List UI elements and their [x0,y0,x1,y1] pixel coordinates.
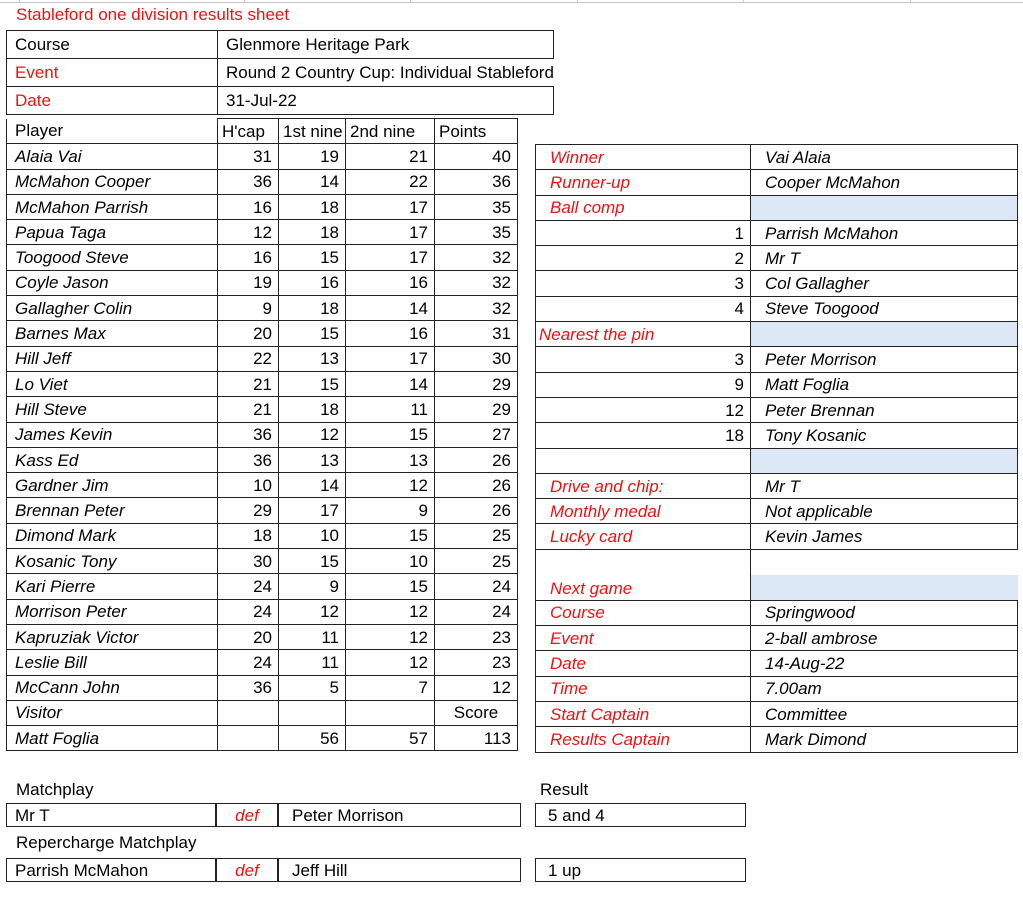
second-nine-cell[interactable]: 12 [346,599,435,624]
hcap-cell[interactable]: 20 [218,321,279,346]
info-label[interactable]: Date [7,87,218,115]
visitor-header-row [7,700,518,725]
repercharge-winner[interactable]: Parrish McMahon [6,858,217,882]
next-label[interactable]: Results Captain [536,727,751,752]
ntp-rows [536,347,1018,448]
points-cell[interactable]: 26 [435,473,518,498]
score-row [7,498,518,523]
hcap-cell[interactable]: 36 [218,422,279,447]
award-value[interactable]: Vai Alaia [751,145,1018,170]
second-nine-cell[interactable]: 17 [346,245,435,270]
visitor-blank[interactable] [346,700,435,725]
header-second-nine: 2nd nine [346,119,435,144]
award-spacer [536,448,1018,473]
info-value[interactable]: Glenmore Heritage Park [218,31,554,59]
sheet-title: Stableford one division results sheet [16,5,290,24]
second-nine-cell[interactable]: 16 [346,270,435,295]
points-cell[interactable]: 36 [435,169,518,194]
player-name-cell[interactable]: Morrison Peter [7,599,218,624]
score-row [7,549,518,574]
next-time [536,676,1018,701]
player-name-cell[interactable]: Alaia Vai [7,144,218,169]
repercharge-result[interactable]: 1 up [535,858,746,882]
repercharge-def: def [215,858,279,882]
hcap-cell[interactable]: 20 [218,624,279,649]
ntp-row [536,423,1018,448]
ball-comp-rows [536,220,1018,321]
place-cell[interactable]: 18 [536,423,751,448]
second-nine-cell[interactable]: 21 [346,144,435,169]
score-row [7,447,518,472]
first-nine-cell[interactable]: 18 [279,397,346,422]
hcap-cell[interactable]: 16 [218,245,279,270]
next-label[interactable]: Start Captain [536,701,751,726]
score-row [7,346,518,371]
info-label[interactable]: Event [7,59,218,87]
second-nine-cell[interactable]: 15 [346,422,435,447]
player-name-cell[interactable]: Kapruziak Victor [7,624,218,649]
matchplay-winner[interactable]: Mr T [6,803,217,827]
points-cell[interactable]: 32 [435,270,518,295]
score-row [7,473,518,498]
score-row [7,321,518,346]
award-label[interactable]: Ball comp [536,195,751,220]
first-nine-cell[interactable]: 16 [279,270,346,295]
award-ball-comp [536,195,1018,220]
first-nine-cell[interactable]: 18 [279,194,346,219]
award-label[interactable]: Monthly medal [536,499,751,524]
first-nine-cell[interactable]: 15 [279,245,346,270]
points-cell[interactable]: 27 [435,422,518,447]
next-label[interactable]: Course [536,600,751,625]
score-rows [7,144,518,701]
player-name-cell[interactable]: Barnes Max [7,321,218,346]
hcap-cell[interactable]: 9 [218,296,279,321]
info-row-course [7,31,554,59]
hcap-cell[interactable]: 36 [218,447,279,472]
second-nine-cell[interactable]: 17 [346,346,435,371]
name-cell[interactable]: Col Gallagher [751,271,1018,296]
next-start-captain [536,701,1018,726]
next-game-label: Next game [536,549,751,600]
award-value[interactable]: Kevin James [751,524,1018,549]
gridline [743,0,744,2]
award-label[interactable]: Lucky card [536,524,751,549]
name-cell[interactable]: Steve Toogood [751,296,1018,321]
first-nine-cell[interactable]: 18 [279,296,346,321]
next-value[interactable]: 14-Aug-22 [751,651,1018,676]
points-cell[interactable]: 29 [435,397,518,422]
award-value[interactable]: Mr T [751,473,1018,498]
visitor-second-nine[interactable]: 57 [346,726,435,751]
name-cell[interactable]: Peter Morrison [751,347,1018,372]
hcap-cell[interactable]: 29 [218,498,279,523]
hcap-cell[interactable]: 16 [218,194,279,219]
place-cell[interactable]: 3 [536,271,751,296]
player-name-cell[interactable]: Kosanic Tony [7,549,218,574]
header-first-nine: 1st nine [279,119,346,144]
points-cell[interactable]: 35 [435,220,518,245]
points-cell[interactable]: 32 [435,296,518,321]
result-label: Result [540,780,589,799]
first-nine-cell[interactable]: 18 [279,220,346,245]
info-label[interactable]: Course [7,31,218,59]
visitor-row [7,726,518,751]
second-nine-cell[interactable]: 22 [346,169,435,194]
points-cell[interactable]: 32 [435,245,518,270]
first-nine-cell[interactable]: 12 [279,599,346,624]
first-nine-cell[interactable]: 10 [279,523,346,548]
award-winner [536,145,1018,170]
visitor-score-label: Score [435,700,518,725]
header-hcap: H'cap [218,119,279,144]
score-row [7,523,518,548]
player-name-cell[interactable]: Lo Viet [7,371,218,396]
score-row [7,144,518,169]
player-name-cell[interactable]: Hill Jeff [7,346,218,371]
player-name-cell[interactable]: McCann John [7,675,218,700]
first-nine-cell[interactable]: 15 [279,321,346,346]
next-value[interactable]: 7.00am [751,676,1018,701]
award-label[interactable]: Drive and chip: [536,473,751,498]
place-cell[interactable]: 9 [536,372,751,397]
score-row [7,422,518,447]
place-cell[interactable]: 1 [536,220,751,245]
matchplay-result[interactable]: 5 and 4 [535,803,746,827]
visitor-hcap[interactable] [218,726,279,751]
score-row [7,169,518,194]
player-name-cell[interactable]: McMahon Cooper [7,169,218,194]
name-cell[interactable]: Peter Brennan [751,397,1018,422]
hcap-cell[interactable]: 21 [218,371,279,396]
next-label[interactable]: Time [536,676,751,701]
name-cell[interactable]: Parrish McMahon [751,220,1018,245]
player-name-cell[interactable]: Leslie Bill [7,650,218,675]
ntp-row [536,397,1018,422]
ball-row [536,246,1018,271]
ball-row [536,220,1018,245]
award-runner-up [536,170,1018,195]
next-results-captain [536,727,1018,752]
visitor-label: Visitor [7,700,218,725]
hcap-cell[interactable]: 10 [218,473,279,498]
first-nine-cell[interactable]: 13 [279,447,346,472]
gridline [910,0,911,2]
player-name-cell[interactable]: Dimond Mark [7,523,218,548]
ntp-row [536,347,1018,372]
award-value-blank[interactable] [751,448,1018,473]
score-row [7,296,518,321]
next-event [536,626,1018,651]
ball-row [536,296,1018,321]
place-cell[interactable]: 12 [536,397,751,422]
name-cell[interactable]: Mr T [751,246,1018,271]
score-row [7,245,518,270]
ball-row [536,271,1018,296]
player-name-cell[interactable]: Kari Pierre [7,574,218,599]
matchplay-label: Matchplay [16,780,94,799]
first-nine-cell[interactable]: 11 [279,650,346,675]
first-nine-cell[interactable]: 14 [279,169,346,194]
points-cell[interactable]: 26 [435,447,518,472]
first-nine-cell[interactable]: 9 [279,574,346,599]
visitor-name[interactable]: Matt Foglia [7,726,218,751]
score-row [7,397,518,422]
sheet-top-gridline [0,0,1023,3]
score-row [7,650,518,675]
hcap-cell[interactable]: 31 [218,144,279,169]
points-cell[interactable]: 35 [435,194,518,219]
player-name-cell[interactable]: Kass Ed [7,447,218,472]
info-value[interactable]: Round 2 Country Cup: Individual Stableford [218,59,554,87]
score-row [7,624,518,649]
points-cell[interactable]: 23 [435,624,518,649]
scores-table [6,118,518,751]
points-cell[interactable]: 30 [435,346,518,371]
visitor-points[interactable]: 113 [435,726,518,751]
hcap-cell[interactable]: 12 [218,220,279,245]
hcap-cell[interactable]: 24 [218,574,279,599]
second-nine-cell[interactable]: 14 [346,371,435,396]
next-game-value-blank[interactable] [751,549,1018,600]
points-cell[interactable]: 40 [435,144,518,169]
first-nine-cell[interactable]: 15 [279,371,346,396]
event-info-table [6,30,554,115]
score-row [7,270,518,295]
points-cell[interactable]: 23 [435,650,518,675]
header-points: Points [435,119,518,144]
player-name-cell[interactable]: James Kevin [7,422,218,447]
award-label[interactable]: Runner-up [536,170,751,195]
points-cell[interactable]: 24 [435,574,518,599]
score-row [7,675,518,700]
next-label[interactable]: Event [536,626,751,651]
hcap-cell[interactable]: 36 [218,169,279,194]
hcap-cell[interactable]: 19 [218,270,279,295]
points-cell[interactable]: 25 [435,549,518,574]
second-nine-cell[interactable]: 15 [346,523,435,548]
second-nine-cell[interactable]: 7 [346,675,435,700]
first-nine-cell[interactable]: 5 [279,675,346,700]
hcap-cell[interactable]: 21 [218,397,279,422]
matchplay-def: def [215,803,279,827]
next-value[interactable]: Springwood [751,600,1018,625]
first-nine-cell[interactable]: 13 [279,346,346,371]
player-name-cell[interactable]: Coyle Jason [7,270,218,295]
award-value[interactable]: Cooper McMahon [751,170,1018,195]
next-value[interactable]: Committee [751,701,1018,726]
gridline [410,0,411,2]
score-row [7,574,518,599]
player-name-cell[interactable]: Papua Taga [7,220,218,245]
next-label[interactable]: Date [536,651,751,676]
second-nine-cell[interactable]: 16 [346,321,435,346]
second-nine-cell[interactable]: 17 [346,194,435,219]
award-blank[interactable] [536,448,751,473]
next-game-header [536,549,1018,600]
first-nine-cell[interactable]: 15 [279,549,346,574]
points-cell[interactable]: 25 [435,523,518,548]
second-nine-cell[interactable]: 13 [346,447,435,472]
score-row [7,194,518,219]
hcap-cell[interactable]: 30 [218,549,279,574]
repercharge-label: Repercharge Matchplay [16,833,197,852]
player-name-cell[interactable]: Gardner Jim [7,473,218,498]
name-cell[interactable]: Matt Foglia [751,372,1018,397]
next-value[interactable]: Mark Dimond [751,727,1018,752]
place-cell[interactable]: 3 [536,347,751,372]
player-name-cell[interactable]: Toogood Steve [7,245,218,270]
player-name-cell[interactable]: Gallagher Colin [7,296,218,321]
info-row-date [7,87,554,115]
next-course [536,600,1018,625]
scores-header-row [7,119,518,144]
second-nine-cell[interactable]: 10 [346,549,435,574]
points-cell[interactable]: 31 [435,321,518,346]
second-nine-cell[interactable]: 14 [346,296,435,321]
next-date [536,651,1018,676]
player-name-cell[interactable]: Hill Steve [7,397,218,422]
next-value[interactable]: 2-ball ambrose [751,626,1018,651]
score-row [7,599,518,624]
hcap-cell[interactable]: 22 [218,346,279,371]
points-cell[interactable]: 26 [435,498,518,523]
first-nine-cell[interactable]: 17 [279,498,346,523]
hcap-cell[interactable]: 36 [218,675,279,700]
second-nine-cell[interactable]: 12 [346,624,435,649]
visitor-blank[interactable] [279,700,346,725]
gridline [19,0,20,2]
award-label[interactable]: Winner [536,145,751,170]
player-name-cell[interactable]: McMahon Parrish [7,194,218,219]
name-cell[interactable]: Tony Kosanic [751,423,1018,448]
hcap-cell[interactable]: 18 [218,523,279,548]
second-nine-cell[interactable]: 11 [346,397,435,422]
place-cell[interactable]: 4 [536,296,751,321]
points-cell[interactable]: 12 [435,675,518,700]
ntp-row [536,372,1018,397]
second-nine-cell[interactable]: 12 [346,650,435,675]
hcap-cell[interactable]: 24 [218,650,279,675]
visitor-blank[interactable] [218,700,279,725]
matchplay-loser[interactable]: Peter Morrison [277,803,521,827]
award-value-blank[interactable] [751,195,1018,220]
info-row-event [7,59,554,87]
second-nine-cell[interactable]: 15 [346,574,435,599]
points-cell[interactable]: 24 [435,599,518,624]
gridline [244,0,245,2]
info-value[interactable]: 31-Jul-22 [218,87,554,115]
award-ntp [536,322,1018,347]
place-cell[interactable]: 2 [536,246,751,271]
gridline [577,0,578,2]
points-cell[interactable]: 29 [435,371,518,396]
score-row [7,371,518,396]
first-nine-cell[interactable]: 19 [279,144,346,169]
repercharge-loser[interactable]: Jeff Hill [277,858,521,882]
award-lucky-card [536,524,1018,549]
award-label[interactable]: Nearest the pin [536,322,751,347]
first-nine-cell[interactable]: 11 [279,624,346,649]
award-value[interactable]: Not applicable [751,499,1018,524]
first-nine-cell[interactable]: 14 [279,473,346,498]
second-nine-cell[interactable]: 12 [346,473,435,498]
header-player: Player [7,119,218,144]
first-nine-cell[interactable]: 12 [279,422,346,447]
award-value-blank[interactable] [751,322,1018,347]
score-row [7,220,518,245]
award-drive-chip [536,473,1018,498]
player-name-cell[interactable]: Brennan Peter [7,498,218,523]
visitor-first-nine[interactable]: 56 [279,726,346,751]
awards-table [535,144,1018,753]
second-nine-cell[interactable]: 9 [346,498,435,523]
award-monthly-medal [536,499,1018,524]
hcap-cell[interactable]: 24 [218,599,279,624]
second-nine-cell[interactable]: 17 [346,220,435,245]
